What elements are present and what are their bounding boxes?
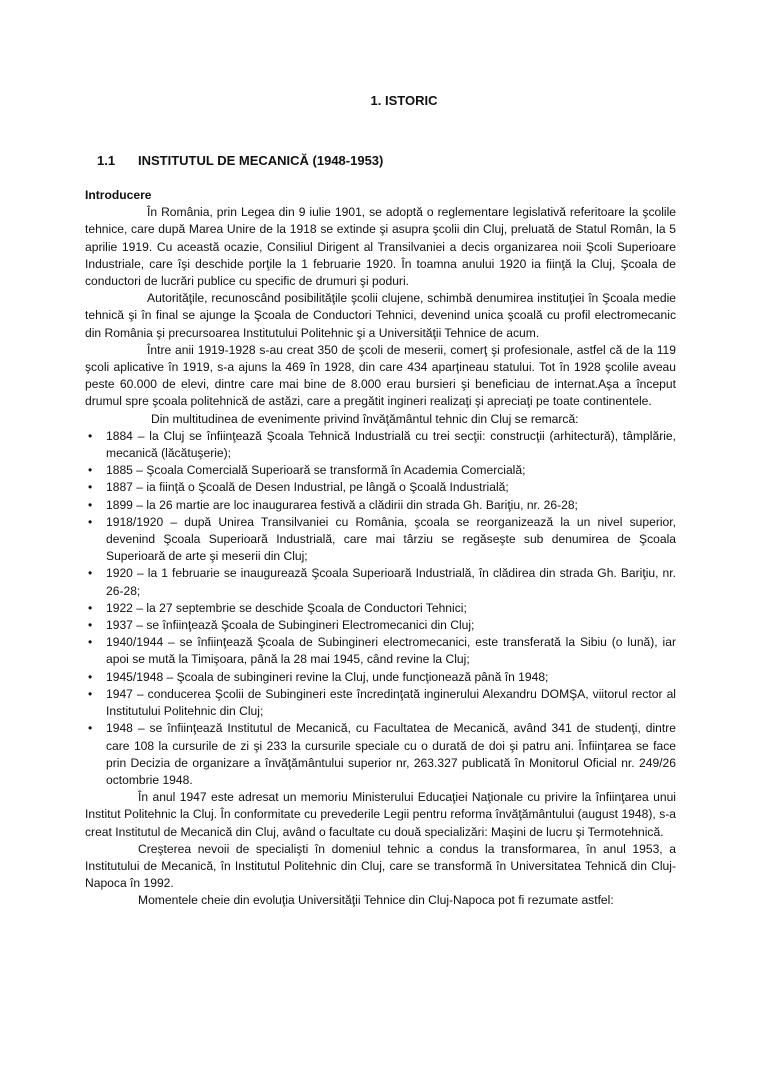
bullet-icon: • [88, 721, 93, 736]
bullet-icon: • [88, 618, 93, 633]
bullet-icon: • [88, 566, 93, 581]
paragraph: Momentele cheie din evoluţia Universităţii Tehnice din Cluj-Napoca pot fi rezumate astfel: [138, 893, 614, 908]
section-heading [97, 153, 383, 168]
paragraph: În România, prin Legea din 9 iulie 1901, se adoptă o reglementare legislativă referitoare la şcolile tehnice, care după Marea Unire de la 1918 se extinde şi asupra şcolii din Cluj, preluată de Statul Român, la 5 aprilie 1919. Cu această ocazie, Consiliul Dirigent al Transilvaniei a decis organizarea noii Şcoli Superioare Industriale, care îşi deschide porţile la 1 februarie 1920. În toamna anului 1920 ia fiinţă la Cluj, Şcoala de conductori de lucrări publice cu specific de drumuri şi poduri. [85, 205, 676, 289]
list-item: • 1945/1948 – Şcoala de subingineri revine la Cluj, unde funcţionează până în 1948; [85, 669, 676, 686]
paragraph: Între anii 1919-1928 s-au creat 350 de şcoli de meserii, comerţ şi profesionale, astfel că de la 119 şcoli aplicative în 1919, s-a ajuns la 469 în 1928, din care 434 aparţineau statului. Tot în 1928 şcolile aveau peste 60.000 de elevi, dintre care mai bine de 8.000 erau bursieri şi beneficiau de internat.Aşa a început drumul spre şcoala politehnică de astăzi, care a pregătit ingineri realizaţi şi apreciaţi pe toate continentele. [85, 342, 676, 409]
list-item: • 1884 – la Cluj se înfiinţează Şcoala Tehnică Industrială cu trei secţii: construcţii (arhitectură), tâmplărie, mecanică (lăcătuşerie); [88, 428, 676, 461]
list-item: • 1885 – Şcoala Comercială Superioară se transformă în Academia Comercială; [85, 462, 676, 479]
list-item: • 1940/1944 – se înfiinţează Şcoala de Subingineri electromecanici, este transferată la Sibiu (o lună), iar apoi se mută la Timişoara, până la 28 mai 1945, când revine la Cluj; [88, 635, 676, 667]
list-item: • 1899 – la 26 martie are loc inaugurarea festivă a clădirii din strada Gh. Bariţiu, nr. 26-28; [85, 497, 676, 514]
events-list [85, 428, 676, 789]
document-body [85, 187, 676, 910]
list-item: • 1948 – se înfiinţează Institutul de Mecanică, cu Facultatea de Mecanică, având 341 de studenţi, dintre care 108 la cursurile de zi şi 233 la cursurile speciale cu o durată de doi şi patru ani. Înfiinţarea se face prin Decizia de organizare a învăţământului superior nr, 263.327 publicată în Monitorul Oficial nr. 249/26 octombrie 1948. [88, 721, 676, 787]
list-item: • 1918/1920 – după Unirea Transilvaniei cu România, şcoala se reorganizează la un nivel superior, devenind Şcoala Superioară Industrială, care mai târziu se regăseşte sub denumirea de Şcoala Superioară de arte şi meserii din Cluj; [88, 514, 676, 564]
chapter-title: 1. ISTORIC [370, 93, 438, 108]
intro-heading: Introducere [85, 188, 152, 202]
bullet-icon: • [88, 514, 93, 529]
list-item: • 1922 – la 27 septembrie se deschide Şcoala de Conductori Tehnici; [85, 600, 676, 617]
bullet-icon: • [88, 497, 93, 512]
section-number: 1.1 [97, 153, 116, 168]
bullet-icon: • [88, 686, 93, 701]
section-title: INSTITUTUL DE MECANICĂ (1948-1953) [138, 153, 384, 168]
list-item: • 1920 – la 1 februarie se inaugurează Şcoala Superioară Industrială, în clădirea din strada Gh. Bariţiu, nr. 26-28; [88, 566, 676, 598]
bullet-icon: • [88, 600, 93, 615]
list-item: • 1947 – conducerea Şcolii de Subingineri este încredinţată inginerului Alexandru DOMŞA, viitorul rector al Institutului Politehnic din Cluj; [88, 686, 676, 719]
paragraph: Din multitudinea de evenimente privind învăţământul tehnic din Cluj se remarcă: [151, 411, 579, 426]
bullet-icon: • [88, 635, 93, 650]
paragraph: În anul 1947 este adresat un memoriu Ministerului Educaţiei Naţionale cu privire la înfiinţarea unui Institut Politehnic la Cluj. În conformitate cu prevederile Legii pentru reforma învăţământului (august 1948), s-a creat Institutul de Mecanică din Cluj, având o facultate cu două specializări: Maşini de lucru şi Termotehnică. [85, 790, 676, 839]
bullet-icon: • [88, 428, 93, 443]
paragraph: Creşterea nevoii de specialişti în domeniul tehnic a condus la transformarea, în anul 1953, a Institutului de Mecanică, în Institutul Politehnic din Cluj, care se transformă în Universitatea Tehnică din Cluj-Napoca în 1992. [85, 841, 676, 891]
bullet-icon: • [88, 463, 93, 478]
list-item: • 1887 – ia fiinţă o Şcoală de Desen Industrial, pe lângă o Şcoală Industrială; [85, 479, 676, 496]
bullet-icon: • [88, 669, 93, 684]
list-item: • 1937 – se înfiinţează Şcoala de Subingineri Electromecanici din Cluj; [85, 617, 676, 634]
bullet-icon: • [88, 480, 93, 495]
paragraph: Autorităţile, recunoscând posibilităţile şcolii clujene, schimbă denumirea instituţiei în Şcoala medie tehnică şi în final se ajunge la Şcoala de Conductori Tehnici, devenind unica şcoală cu profil electromecanic din România şi precursoarea Institutului Politehnic şi a Universităţii Tehnice de acum. [85, 291, 676, 340]
